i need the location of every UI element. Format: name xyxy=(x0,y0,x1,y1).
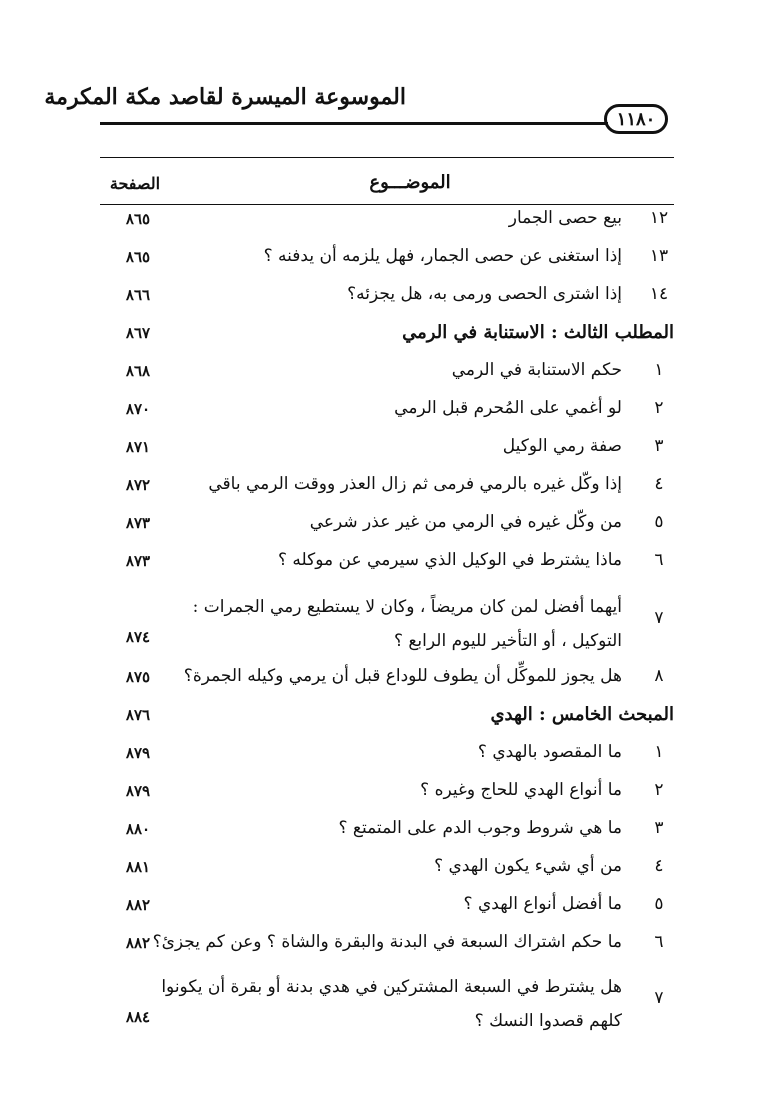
entry-number: ٤ xyxy=(654,856,664,876)
entry-page: ٨٨١ xyxy=(125,858,151,876)
entry-number: ٤ xyxy=(654,474,664,494)
toc-entry xyxy=(100,780,674,810)
entry-number: ١٣ xyxy=(649,246,669,266)
entry-title: ما حكم اشتراك السبعة في البدنة والبقرة والشاة ؟ وعن كم يجزئ؟ xyxy=(152,932,622,952)
entry-page: ٨٦٥ xyxy=(125,210,151,228)
entry-page: ٨٧٣ xyxy=(125,552,151,570)
entry-page: ٨٨٤ xyxy=(125,1008,151,1026)
toc-section-heading xyxy=(100,322,674,352)
entry-number: ٥ xyxy=(654,512,664,532)
entry-number: ١٤ xyxy=(649,284,669,304)
entry-page: ٨٨٢ xyxy=(125,896,151,914)
entry-number: ٥ xyxy=(654,894,664,914)
toc-entry xyxy=(100,550,674,580)
entry-title: إذا استغنى عن حصى الجمار، فهل يلزمه أن يدفنه ؟ xyxy=(263,246,622,266)
toc-entry xyxy=(100,894,674,924)
entry-title: أيهما أفضل لمن كان مريضاً ، وكان لا يستطيع رمي الجمرات : التوكيل ، أو التأخير لليوم الرابع ؟ xyxy=(192,597,622,651)
entry-page: ٨٨٠ xyxy=(125,820,151,838)
entry-page: ٨٧٦ xyxy=(125,706,151,724)
entry-title: ماذا يشترط في الوكيل الذي سيرمي عن موكله ؟ xyxy=(277,550,622,570)
entry-page: ٨٧٩ xyxy=(125,782,151,800)
toc-entry xyxy=(100,932,674,962)
header-rule xyxy=(100,122,608,125)
entry-title: من أي شيء يكون الهدي ؟ xyxy=(434,856,622,876)
entry-page: ٨٧٩ xyxy=(125,744,151,762)
toc-entry xyxy=(100,742,674,772)
entry-title: إذا وكّل غيره بالرمي فرمى ثم زال العذر ووقت الرمي باقي xyxy=(208,474,622,494)
entry-number: ٢ xyxy=(654,398,664,418)
entry-number: ١٢ xyxy=(649,208,669,228)
entry-page: ٨٦٥ xyxy=(125,248,151,266)
toc-entry xyxy=(100,474,674,504)
toc-entry xyxy=(100,856,674,886)
toc-entry xyxy=(100,246,674,276)
entry-number: ٢ xyxy=(654,780,664,800)
entry-number: ٨ xyxy=(654,666,664,686)
entry-title: ما أنواع الهدي للحاج وغيره ؟ xyxy=(420,780,622,800)
entry-title: حكم الاستنابة في الرمي xyxy=(451,360,622,380)
entry-title: بيع حصى الجمار xyxy=(508,208,622,228)
entry-title: إذا اشترى الحصى ورمى به، هل يجزئه؟ xyxy=(347,284,622,304)
entry-title: ما هي شروط وجوب الدم على المتمتع ؟ xyxy=(338,818,622,838)
entry-page: ٨٦٨ xyxy=(125,362,151,380)
toc-entry xyxy=(100,970,674,1040)
toc-entry xyxy=(100,590,674,660)
toc-entry xyxy=(100,398,674,428)
table-top-rule xyxy=(100,157,674,158)
entry-page: ٨٧٣ xyxy=(125,514,151,532)
entry-number: ١ xyxy=(654,742,664,762)
entry-page: ٨٦٧ xyxy=(125,324,151,342)
table-header-rule xyxy=(100,204,674,205)
entry-title: ما المقصود بالهدي ؟ xyxy=(477,742,622,762)
entry-number: ٣ xyxy=(654,818,664,838)
entry-number: ٧ xyxy=(654,988,664,1008)
entry-number: ١ xyxy=(654,360,664,380)
section-title: المطلب الثالث : الاستنابة في الرمي xyxy=(402,322,674,343)
page-number: ١١٨٠ xyxy=(604,104,668,134)
toc-entry xyxy=(100,436,674,466)
toc-entry xyxy=(100,284,674,314)
toc-entry xyxy=(100,360,674,390)
entry-number: ٣ xyxy=(654,436,664,456)
entry-title: صفة رمي الوكيل xyxy=(502,436,622,456)
toc-section-heading xyxy=(100,704,674,734)
entry-number: ٦ xyxy=(654,550,664,570)
toc-entry xyxy=(100,818,674,848)
entry-page: ٨٦٦ xyxy=(125,286,151,304)
entry-number: ٧ xyxy=(654,608,664,628)
entry-title: لو أغمي على المُحرم قبل الرمي xyxy=(394,398,622,418)
entry-title: ما أفضل أنواع الهدي ؟ xyxy=(463,894,622,914)
entry-page: ٨٨٢ xyxy=(125,934,151,952)
section-title: المبحث الخامس : الهدي xyxy=(490,704,674,725)
entry-number: ٦ xyxy=(654,932,664,952)
column-header-page: الصفحة xyxy=(109,174,161,193)
toc-entry xyxy=(100,512,674,542)
entry-title: هل يشترط في السبعة المشتركين في هدي بدنة أو بقرة أن يكونوا كلهم قصدوا النسك ؟ xyxy=(161,977,622,1031)
toc-entry xyxy=(100,208,674,238)
entry-title: من وكّل غيره في الرمي من غير عذر شرعي xyxy=(309,512,622,532)
running-title: الموسوعة الميسرة لقاصد مكة المكرمة xyxy=(44,84,406,110)
column-header-subject: الموضـــوع xyxy=(369,172,451,193)
entry-page: ٨٧٢ xyxy=(125,476,151,494)
entry-page: ٨٧٠ xyxy=(125,400,151,418)
entry-page: ٨٧١ xyxy=(125,438,151,456)
entry-page: ٨٧٤ xyxy=(125,628,151,646)
entry-page: ٨٧٥ xyxy=(125,668,151,686)
entry-title: هل يجوز للموكِّل أن يطوف للوداع قبل أن يرمي وكيله الجمرة؟ xyxy=(183,666,622,686)
toc-entry xyxy=(100,666,674,696)
